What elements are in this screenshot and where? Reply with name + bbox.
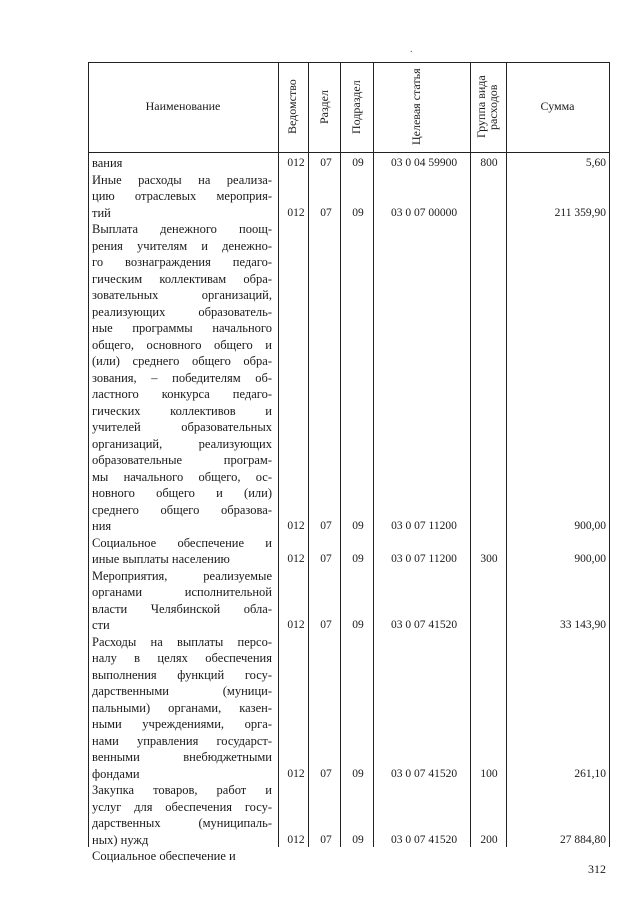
row-name-line: образовательные програм-	[92, 453, 272, 467]
row-name-line: дарственными (муници-	[92, 684, 272, 698]
row-name-line: Социальное обеспечение и	[92, 849, 236, 863]
row-celevaya-statya: 03 0 07 41520	[390, 619, 458, 631]
row-podrazdel: 09	[352, 206, 364, 219]
header-celevaya-statya: Целевая статья	[409, 68, 423, 146]
table-left-border	[88, 62, 89, 847]
table-top-border	[88, 62, 610, 63]
row-name-line: Мероприятия, реализуемые	[92, 568, 272, 583]
col-divider-ved	[308, 62, 309, 847]
header-razdel: Раздел	[317, 90, 331, 124]
row-name-line: мы начального общего, ос-	[92, 469, 272, 484]
row-celevaya-statya: 03 0 07 11200	[391, 553, 457, 565]
row-name-line: зования, – победителям об-	[92, 370, 272, 385]
row-razdel: 07	[320, 157, 332, 169]
col-divider-gruppa	[506, 62, 507, 847]
row-summa: 211 359,90	[554, 206, 606, 219]
row-name-line: ния	[92, 519, 112, 533]
row-celevaya-statya: 03 0 07 00000	[390, 206, 458, 219]
row-name-line: цию отраслевых мероприя-	[92, 189, 272, 203]
page-number: 312	[588, 862, 606, 876]
header-summa: Сумма	[540, 99, 575, 113]
row-vedomstvo: 012	[287, 833, 305, 846]
row-name	[92, 782, 272, 848]
row-name-line: ные программы начального	[92, 321, 272, 335]
row-name-line: гических коллективов и	[92, 403, 272, 418]
col-divider-name	[278, 62, 279, 847]
header-name: Наименование	[145, 99, 221, 113]
row-celevaya-statya: 03 0 07 41520	[390, 767, 458, 780]
row-summa: 900,00	[574, 520, 606, 532]
col-divider-razdel	[340, 62, 341, 847]
row-name	[92, 535, 272, 568]
row-name-line: новного общего и (или)	[92, 486, 272, 500]
row-name-line: (или) среднего общего обра-	[92, 354, 272, 368]
col-divider-celevaya	[470, 62, 471, 847]
row-razdel: 07	[320, 553, 332, 565]
row-vedomstvo: 012	[287, 520, 305, 532]
header-podrazdel: Подраздел	[349, 80, 363, 134]
row-name-line: организаций, реализующих	[92, 436, 272, 451]
row-name	[92, 155, 272, 172]
row-name-line: иные выплаты населению	[92, 552, 230, 566]
row-vedomstvo: 012	[287, 619, 305, 631]
row-celevaya-statya: 03 0 04 59900	[390, 157, 458, 169]
row-name-line: фондами	[92, 766, 140, 781]
row-podrazdel: 09	[352, 520, 364, 532]
row-celevaya-statya: 03 0 07 11200	[391, 520, 457, 532]
budget-table-page: . Наименование Ведомство Раздел Подраздел Целевая статья Группа вида расходов Сумма вания 012 07 09 03 0 04 59900 800 5,60 Иные расходы на реализа- цию отраслевых мероприя- тий 012 07 09 03 0 07 00000 211 359,90 Выплата денежного поощ- рения учителям и денежно- го вознаграждения педаго- гическим коллективам обра- зовательных организаций, реализующих образователь- ные программы начального общего, основного общего и (или) среднего общего обра- зования, – победителям об- ластного конкурса педаго- гических коллективов и учителей образовательных организаций, реализующих образовательные програм- мы начального общего, ос- новного общего и (или) среднего общего образова- ния 012 07 09 03 0 07 11200 900,00 Социальное обеспечение и иные выплаты населению 012 07 09 03 0 07 11200 300 900,00 Мероприятия, реализуемые органами исполнительной власти Челябинской обла- сти 012 07 09 03 0 07 41520 33 143,90 Расходы на выплаты персо- налу в целях обеспечения выполнения функций госу- дарственными (муници- пальными) органами, казен- ными учреждениями, орга- нами управления государст- венными внебюджетными фондами 012 07 09 03 0 07 41520 100 261,10 Закупка товаров, работ и услуг для обеспечения госу- дарственных (муниципаль- ных) нужд 012 07 09 03 0 07 41520 200 27 884,80 Социальное обеспечение и 312	[0, 0, 640, 905]
row-name-line: гическим коллективам обра-	[92, 271, 272, 286]
row-name-line: дарственных (муниципаль-	[92, 816, 272, 830]
row-name-line: тий	[92, 205, 111, 220]
row-razdel: 07	[320, 767, 332, 780]
row-name-line: учителей образовательных	[92, 420, 272, 434]
row-vedomstvo: 012	[287, 206, 305, 219]
row-name-line: Закупка товаров, работ и	[92, 783, 272, 797]
row-podrazdel: 09	[352, 833, 364, 846]
row-name-line: услуг для обеспечения госу-	[92, 799, 272, 814]
row-vedomstvo: 012	[287, 553, 305, 565]
row-name	[92, 568, 272, 634]
row-name-line: Расходы на выплаты персо-	[92, 634, 272, 649]
row-gruppa: 300	[480, 553, 498, 565]
row-name-line: Иные расходы на реализа-	[92, 172, 272, 187]
row-name	[92, 221, 272, 535]
row-name-line: Социальное обеспечение и	[92, 535, 272, 550]
row-vedomstvo: 012	[287, 157, 305, 169]
header-gruppa-vida-rashodov: Группа вида расходов	[474, 75, 500, 139]
row-name-line: среднего общего образова-	[92, 502, 272, 517]
row-name-line: нами управления государст-	[92, 733, 272, 748]
header-vedomstvo: Ведомство	[285, 79, 299, 135]
row-name-line: венными внебюджетными	[92, 750, 272, 764]
row-vedomstvo: 012	[287, 767, 305, 780]
row-name-line: ных) нужд	[92, 832, 149, 847]
row-name-line: го вознаграждения педаго-	[92, 255, 272, 269]
row-celevaya-statya: 03 0 07 41520	[390, 833, 458, 846]
row-name-line: ными учреждениями, орга-	[92, 717, 272, 731]
row-name-line: власти Челябинской обла-	[92, 601, 272, 616]
row-razdel: 07	[320, 619, 332, 631]
row-razdel: 07	[320, 520, 332, 532]
row-name	[92, 848, 272, 865]
row-name-line: ластного конкурса педаго-	[92, 387, 272, 401]
row-podrazdel: 09	[352, 619, 364, 631]
row-gruppa: 100	[480, 767, 498, 780]
row-summa: 33 143,90	[560, 619, 606, 631]
row-summa: 261,10	[574, 767, 606, 780]
row-name-line: реализующих образователь-	[92, 304, 272, 319]
row-name-line: зовательных организаций,	[92, 288, 272, 302]
row-name-line: Выплата денежного поощ-	[92, 222, 272, 236]
row-name-line: органами исполнительной	[92, 585, 272, 599]
row-name	[92, 172, 272, 222]
row-name-line: выполнения функций госу-	[92, 667, 272, 682]
row-name-line: сти	[92, 618, 110, 632]
row-name-line: налу в целях обеспечения	[92, 651, 272, 665]
row-razdel: 07	[320, 833, 332, 846]
row-summa: 27 884,80	[560, 833, 606, 846]
row-podrazdel: 09	[352, 157, 364, 169]
row-name-line: пальными) органами, казен-	[92, 700, 272, 715]
header-bottom-border	[88, 152, 610, 153]
col-divider-podrazdel	[373, 62, 374, 847]
row-podrazdel: 09	[352, 553, 364, 565]
row-gruppa: 200	[480, 833, 498, 846]
row-summa: 900,00	[574, 553, 606, 565]
row-name-line: рения учителям и денежно-	[92, 238, 272, 253]
row-razdel: 07	[320, 206, 332, 219]
table-right-border	[609, 62, 610, 847]
row-podrazdel: 09	[352, 767, 364, 780]
row-name-line: вания	[92, 156, 123, 170]
row-name-line: общего, основного общего и	[92, 337, 272, 352]
row-name	[92, 634, 272, 783]
row-gruppa: 800	[480, 157, 498, 169]
row-summa: 5,60	[585, 157, 606, 169]
